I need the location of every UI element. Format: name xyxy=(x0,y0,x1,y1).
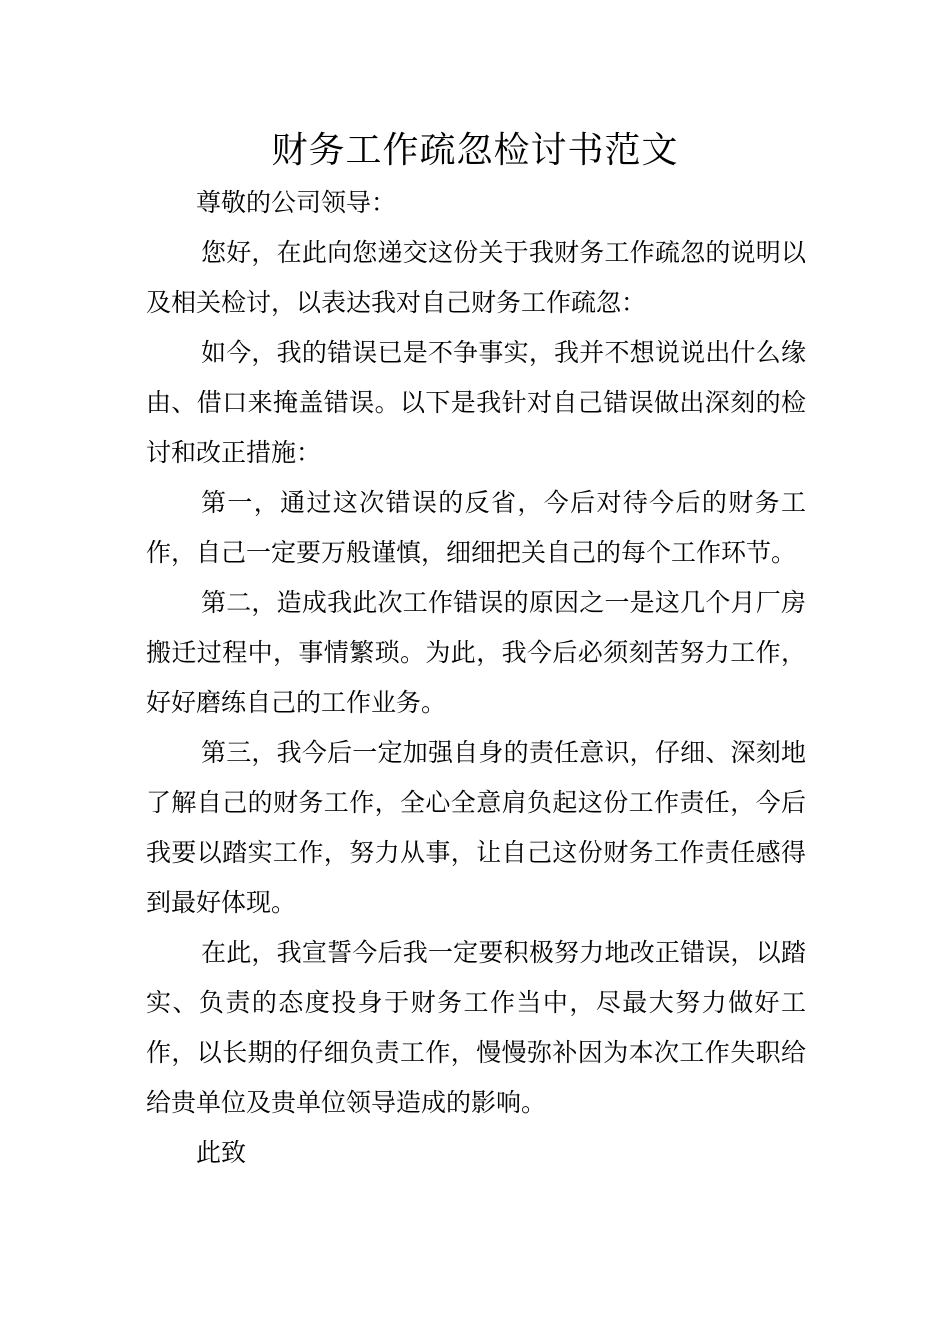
paragraph-first-point: 第一，通过这次错误的反省，今后对待今后的财务工作，自己一定要万般谨慎，细细把关自己的每个工作环节。 xyxy=(146,488,806,567)
paragraph-admission: 如今，我的错误已是不争事实，我并不想说说出什么缘由、借口来掩盖错误。以下是我针对自己错误做出深刻的检讨和改正措施： xyxy=(146,338,806,467)
paragraph-pledge: 在此，我宣誓今后我一定要积极努力地改正错误，以踏实、负责的态度投身于财务工作当中，尽最大努力做好工作，以长期的仔细负责工作，慢慢弥补因为本次工作失职给给贵单位及贵单位领导造成的影响。 xyxy=(146,938,806,1117)
paragraph-greeting: 您好，在此向您递交这份关于我财务工作疏忽的说明以及相关检讨，以表达我对自己财务工作疏忽： xyxy=(146,238,806,317)
document-body xyxy=(146,178,806,1178)
document-title: 财务工作疏忽检讨书范文 xyxy=(271,130,679,171)
paragraph-third-point: 第三，我今后一定加强自身的责任意识，仔细、深刻地了解自己的财务工作，全心全意肩负起这份工作责任，今后我要以踏实工作，努力从事，让自己这份财务工作责任感得到最好体现。 xyxy=(146,738,806,917)
salutation: 尊敬的公司领导： xyxy=(196,188,397,217)
closing: 此致 xyxy=(196,1138,247,1167)
paragraph-second-point: 第二，造成我此次工作错误的原因之一是这几个月厂房搬迁过程中，事情繁琐。为此，我今后必须刻苦努力工作，好好磨练自己的工作业务。 xyxy=(146,588,806,717)
